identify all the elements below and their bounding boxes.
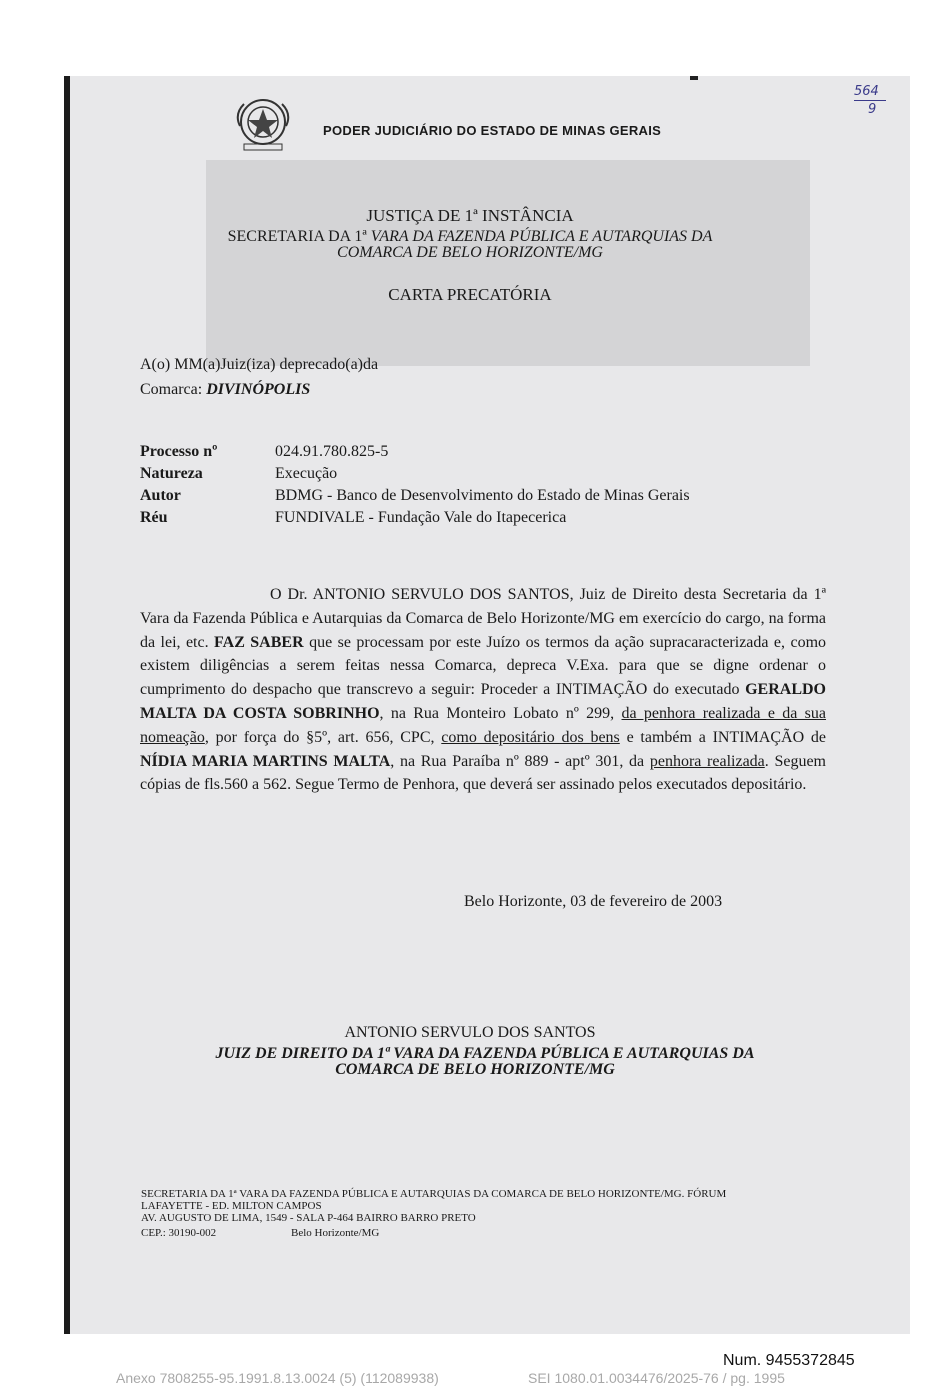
state-coat-of-arms-seal <box>230 96 296 156</box>
footer-cep: CEP.: 30190-002 <box>141 1227 217 1239</box>
sei-reference: SEI 1080.01.0034476/2025-76 / pg. 1995 <box>528 1370 785 1386</box>
case-label-natureza: Natureza <box>140 465 203 482</box>
signatory-name: ANTONIO SERVULO DOS SANTOS <box>344 1024 596 1041</box>
secretariat-prefix: SECRETARIA DA 1ª <box>227 228 367 245</box>
folio-number: 564 <box>854 84 879 99</box>
document-type: CARTA PRECATÓRIA <box>388 285 552 304</box>
case-value-reu: FUNDIVALE - Fundação Vale do Itapecerica <box>275 509 567 526</box>
addressee-line: A(o) MM(a)Juiz(iza) deprecado(a)da <box>140 356 379 373</box>
date-line: Belo Horizonte, 03 de fevereiro de 2003 <box>464 893 723 910</box>
instance-heading: JUSTIÇA DE 1ª INSTÂNCIA <box>366 206 574 225</box>
underlined-clause-1: da penhora realizada e da sua nomeação <box>140 704 827 746</box>
comarca-label: Comarca: <box>140 381 203 398</box>
body-paragraph <box>140 583 826 797</box>
executed-name-2: NÍDIA MARIA MARTINS MALTA <box>140 752 391 770</box>
case-label-processo: Processo nº <box>140 443 218 460</box>
scan-mark <box>690 76 698 80</box>
footer-address-line1: SECRETARIA DA 1ª VARA DA FAZENDA PÚBLICA E AUTARQUIAS DA COMARCA DE BELO HORIZONTE/MG. FÓRUM <box>141 1188 727 1200</box>
secretariat-heading-line2: COMARCA DE BELO HORIZONTE/MG <box>337 244 603 261</box>
handwritten-folio <box>854 84 890 126</box>
case-value-natureza: Execução <box>275 465 338 482</box>
body-text-2: que se processam por este Juízo os termos da ação supracaracterizada e, como existem diligências a serem feitas nessa Comarca, depreca V.Exa. para que se digne ordenar o cumprimento do despacho que transcrevo a seguir: Proceder a INTIMAÇÃO do executado <box>140 633 827 699</box>
footer-address-line3: AV. AUGUSTO DE LIMA, 1549 - SALA P-464 BAIRRO BARRO PRETO <box>141 1212 476 1224</box>
underlined-clause-3: penhora realizada <box>649 752 765 770</box>
comarca-line <box>140 381 310 399</box>
underlined-clause-2: como depositário dos bens <box>441 728 620 746</box>
case-value-autor: BDMG - Banco de Desenvolvimento do Estado de Minas Gerais <box>275 487 690 504</box>
footer-city: Belo Horizonte/MG <box>291 1227 380 1239</box>
secretariat-rest: VARA DA FAZENDA PÚBLICA E AUTARQUIAS DA <box>370 228 713 245</box>
footer-cep-line <box>141 1227 380 1239</box>
signatory-title-line1: JUIZ DE DIREITO DA 1ª VARA DA FAZENDA PÚBLICA E AUTARQUIAS DA <box>215 1045 755 1062</box>
case-value-processo: 024.91.780.825-5 <box>275 443 389 460</box>
case-label-reu: Réu <box>140 509 168 526</box>
document-number-stamp: Num. 9455372845 <box>723 1352 855 1369</box>
footer-address-line2: LAFAYETTE - ED. MILTON CAMPOS <box>141 1200 322 1212</box>
case-label-autor: Autor <box>140 487 181 504</box>
scan-shaded-area <box>206 160 810 366</box>
folio-sub-number: 9 <box>868 102 877 117</box>
body-text-4: , por força do §5º, art. 656, CPC, <box>204 728 435 746</box>
comarca-value: DIVINÓPOLIS <box>206 381 311 398</box>
body-text-1: O Dr. ANTONIO SERVULO DOS SANTOS, Juiz de Direito desta Secretaria da 1ª Vara da Fazenda Pública e Autarquias da Comarca de Belo Horizonte/MG em exercício do cargo, na forma da lei, etc. <box>140 586 826 651</box>
executed-name-1: GERALDO MALTA DA COSTA SOBRINHO <box>140 681 826 722</box>
faz-saber: FAZ SABER <box>214 633 304 651</box>
body-text-7: . Seguem cópias de fls.560 a 562. Segue Termo de Penhora, que deverá ser assinado pelos executados depositário. <box>140 752 827 794</box>
signatory-title-line2: COMARCA DE BELO HORIZONTE/MG <box>335 1061 615 1078</box>
body-text-3: , na Rua Monteiro Lobato nº 299, <box>379 704 615 722</box>
body-text-5: e também a INTIMAÇÃO de <box>626 728 827 746</box>
annex-reference: Anexo 7808255-95.1991.8.13.0024 (5) (112089938) <box>116 1370 439 1386</box>
folio-divider <box>854 100 886 101</box>
court-name: PODER JUDICIÁRIO DO ESTADO DE MINAS GERAIS <box>323 123 662 138</box>
body-text-6: , na Rua Paraíba nº 889 - aptº 301, da <box>390 752 645 770</box>
